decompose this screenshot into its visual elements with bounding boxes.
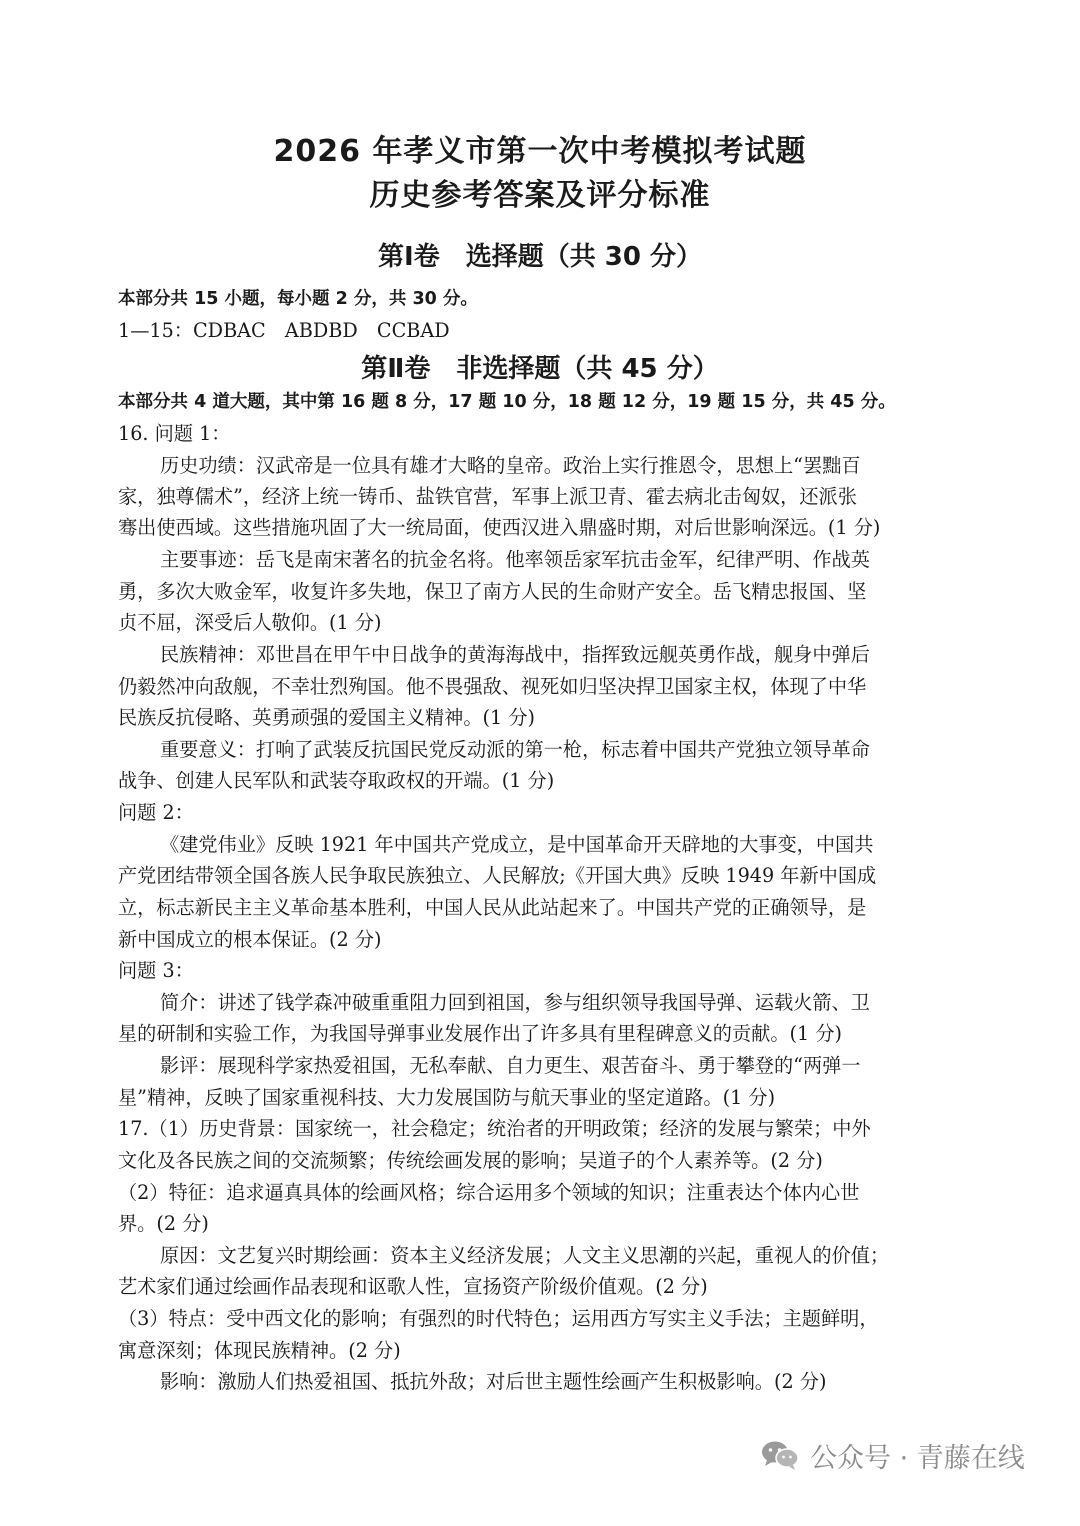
q17-paragraph-line: 界。(2 分) <box>118 1212 209 1235</box>
q17-paragraph-line: 影响：激励人们热爱祖国、抵抗外敌；对后世主题性绘画产生积极影响。(2 分) <box>160 1370 827 1393</box>
part2-description: 本部分共 4 道大题，其中第 16 题 8 分，17 题 10 分，18 题 12 分，19 题 15 分，共 45 分。 <box>118 392 896 412</box>
q16-paragraph-line: 主要事迹：岳飞是南宋著名的抗金名将。他率领岳家军抗击金军，纪律严明、作战英 <box>160 548 870 571</box>
q17-paragraph-line: 寓意深刻；体现民族精神。(2 分) <box>118 1339 401 1362</box>
q16-paragraph-line: 简介：讲述了钱学森冲破重重阻力回到祖国，参与组织领导我国导弹、运载火箭、卫 <box>160 991 870 1014</box>
q16-paragraph-line: 星”精神，反映了国家重视科技、大力发展国防与航天事业的坚定道路。(1 分) <box>118 1086 776 1109</box>
q16-paragraph-line: 勇，多次大败金军，收复许多失地，保卫了南方人民的生命财产安全。岳飞精忠报国、坚 <box>118 580 867 603</box>
q17-paragraph-line: （3）特点：受中西文化的影响；有强烈的时代特色；运用西方写实主义手法；主题鲜明， <box>118 1307 879 1330</box>
q16-paragraph-line: 重要意义：打响了武装反抗国民党反动派的第一枪，标志着中国共产党独立领导革命 <box>160 738 870 761</box>
doc-title-line1: 2026 年孝义市第一次中考模拟考试题 <box>273 134 807 169</box>
q17-paragraph-line: 原因：文艺复兴时期绘画：资本主义经济发展；人文主义思潮的兴起，重视人的价值； <box>160 1244 890 1267</box>
q16-paragraph-line: 战争、创建人民军队和武装夺取政权的开端。(1 分) <box>118 769 555 792</box>
part1-description: 本部分共 15 小题，每小题 2 分，共 30 分。 <box>118 289 478 309</box>
q16-paragraph-line: 家，独尊儒术”，经济上统一铸币、盐铁官营，军事上派卫青、霍去病北击匈奴，还派张 <box>118 485 857 508</box>
q16-paragraph-line: 骞出使西域。这些措施巩固了大一统局面，使西汉进入鼎盛时期，对后世影响深远。(1 分) <box>118 516 881 539</box>
doc-title-line2: 历史参考答案及评分标准 <box>369 178 711 213</box>
q16-question3-label: 问题 3： <box>118 959 194 982</box>
wechat-watermark <box>760 1430 1025 1480</box>
q17-paragraph-line: 17.（1）历史背景：国家统一，社会稳定；统治者的开明政策；经济的发展与繁荣；中外 <box>118 1117 871 1140</box>
q16-paragraph-line: 产党团结带领全国各族人民争取民族独立、人民解放;《开国大典》反映 1949 年新中国成 <box>118 864 877 887</box>
q17-paragraph-line: 文化及各民族之间的交流频繁；传统绘画发展的影响；吴道子的个人素养等。(2 分) <box>118 1149 823 1172</box>
q16-paragraph-line: 仍毅然冲向敌舰，不幸壮烈殉国。他不畏强敌、视死如归坚决捍卫国家主权，体现了中华 <box>118 675 867 698</box>
wechat-icon <box>760 1439 800 1471</box>
q16-question1-label: 16. 问题 1： <box>118 422 231 445</box>
q16-paragraph-line: 星的研制和实验工作，为我国导弹事业发展作出了许多具有里程碑意义的贡献。(1 分) <box>118 1022 843 1045</box>
section-heading-part1: 第Ⅰ卷 选择题（共 30 分） <box>378 242 702 272</box>
q16-paragraph-line: 影评：展现科学家热爱祖国，无私奉献、自力更生、艰苦奋斗、勇于攀登的“两弹一 <box>160 1054 861 1077</box>
q16-paragraph-line: 历史功绩：汉武帝是一位具有雄才大略的皇帝。政治上实行推恩令，思想上“罢黜百 <box>160 454 861 477</box>
q16-paragraph-line: 民族反抗侵略、英勇顽强的爱国主义精神。(1 分) <box>118 706 536 729</box>
q16-paragraph-line: 贞不屈，深受后人敬仰。(1 分) <box>118 611 382 634</box>
q16-paragraph-line: 《建党伟业》反映 1921 年中国共产党成立，是中国革命开天辟地的大事变，中国共 <box>160 833 874 856</box>
q16-paragraph-line: 立，标志新民主主义革命基本胜利，中国人民从此站起来了。中国共产党的正确领导，是 <box>118 896 867 919</box>
q16-paragraph-line: 新中国成立的根本保证。(2 分) <box>118 928 382 951</box>
section-heading-part2: 第Ⅱ卷 非选择题（共 45 分） <box>361 354 719 384</box>
q16-question2-label: 问题 2： <box>118 801 194 824</box>
q17-paragraph-line: （2）特征：追求逼真具体的绘画风格；综合运用多个领域的知识；注重表达个体内心世 <box>118 1181 860 1204</box>
watermark-text: 公众号 · 青藤在线 <box>810 1442 1025 1474</box>
choice-answers: 1—15：CDBAC ABDBD CCBAD <box>118 319 450 342</box>
q17-paragraph-line: 艺术家们通过绘画作品表现和讴歌人性，宣扬资产阶级价值观。(2 分) <box>118 1275 708 1298</box>
q16-paragraph-line: 民族精神：邓世昌在甲午中日战争的黄海海战中，指挥致远舰英勇作战，舰身中弹后 <box>160 643 870 666</box>
